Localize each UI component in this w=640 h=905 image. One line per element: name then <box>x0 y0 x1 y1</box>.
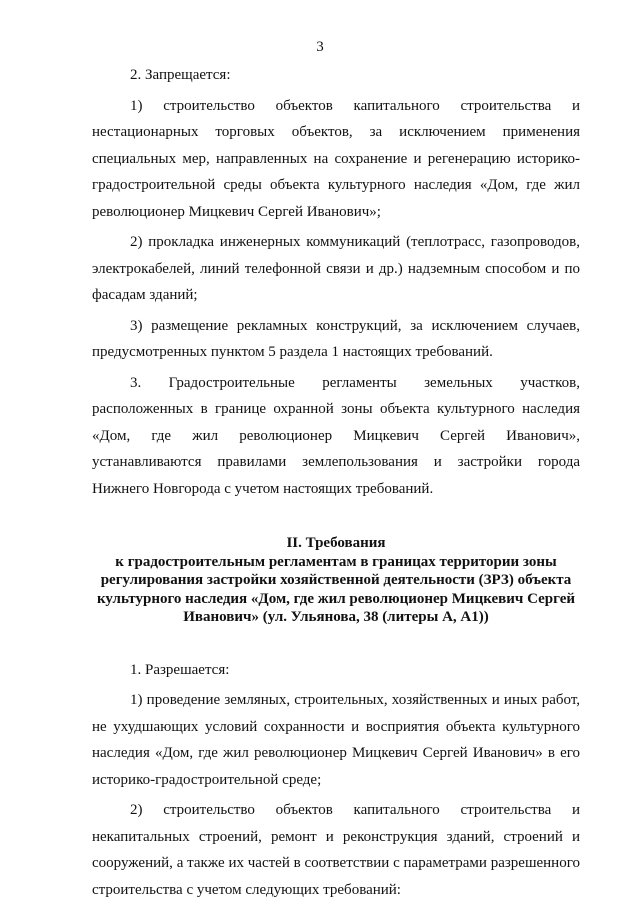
section-2-heading <box>92 534 580 627</box>
section-2-item-1-title: 1. Разрешается: <box>130 661 230 678</box>
item-2-title: 2. Запрещается: <box>130 67 231 83</box>
item-2-2-paragraph: 2) прокладка инженерных коммуникаций (теплотрасс, газопроводов, электрокабелей, линий телефонной связи и др.) надземным способом и по фасадам зданий; <box>92 234 580 303</box>
heading-line: Иванович» (ул. Ульянова, 38 (литеры А, А1)) <box>183 609 489 625</box>
section-2-item-1-1-paragraph: 1) проведение земляных, строительных, хозяйственных и иных работ, не ухудшающих условий сохранности и восприятия объекта культурного наследия «Дом, где жил революционер Мицкевич Сергей Иванович» в его историко-градостроительной среде; <box>92 692 580 788</box>
heading-line: II. Требования <box>286 535 386 551</box>
heading-line: к градостроительным регламентам в границах территории зоны <box>115 553 557 570</box>
heading-line: регулирования застройки хозяйственной деятельности (ЗРЗ) объекта <box>100 572 572 588</box>
heading-line: культурного наследия «Дом, где жил революционер Мицкевич Сергей <box>96 590 576 607</box>
item-3-paragraph: 3. Градостроительные регламенты земельных участков, расположенных в границе охранной зоны объекта культурного наследия «Дом, где жил революционер Мицкевич Сергей Иванович», устанавливаются правилами землепользования и застройки города Нижнего Новгорода с учетом настоящих требований. <box>92 374 580 497</box>
section-2-item-1-2-paragraph: 2) строительство объектов капитального строительства и некапитальных строений, ремонт и реконструкция зданий, строений и сооружений, а также их частей в соответствии с параметрами разрешенного строительства с учетом следующих требований: <box>92 802 580 898</box>
document-body <box>92 62 580 903</box>
item-2-3-paragraph: 3) размещение рекламных конструкций, за исключением случаев, предусмотренных пунктом 5 раздела 1 настоящих требований. <box>92 317 580 360</box>
page-number: 3 <box>316 39 324 55</box>
item-2-1-paragraph: 1) строительство объектов капитального строительства и нестационарных торговых объектов, за исключением применения специальных мер, направленных на сохранение и регенерацию историко-градостроительной среды объекта культурного наследия «Дом, где жил революционер Мицкевич Сергей Иванович»; <box>92 97 580 220</box>
